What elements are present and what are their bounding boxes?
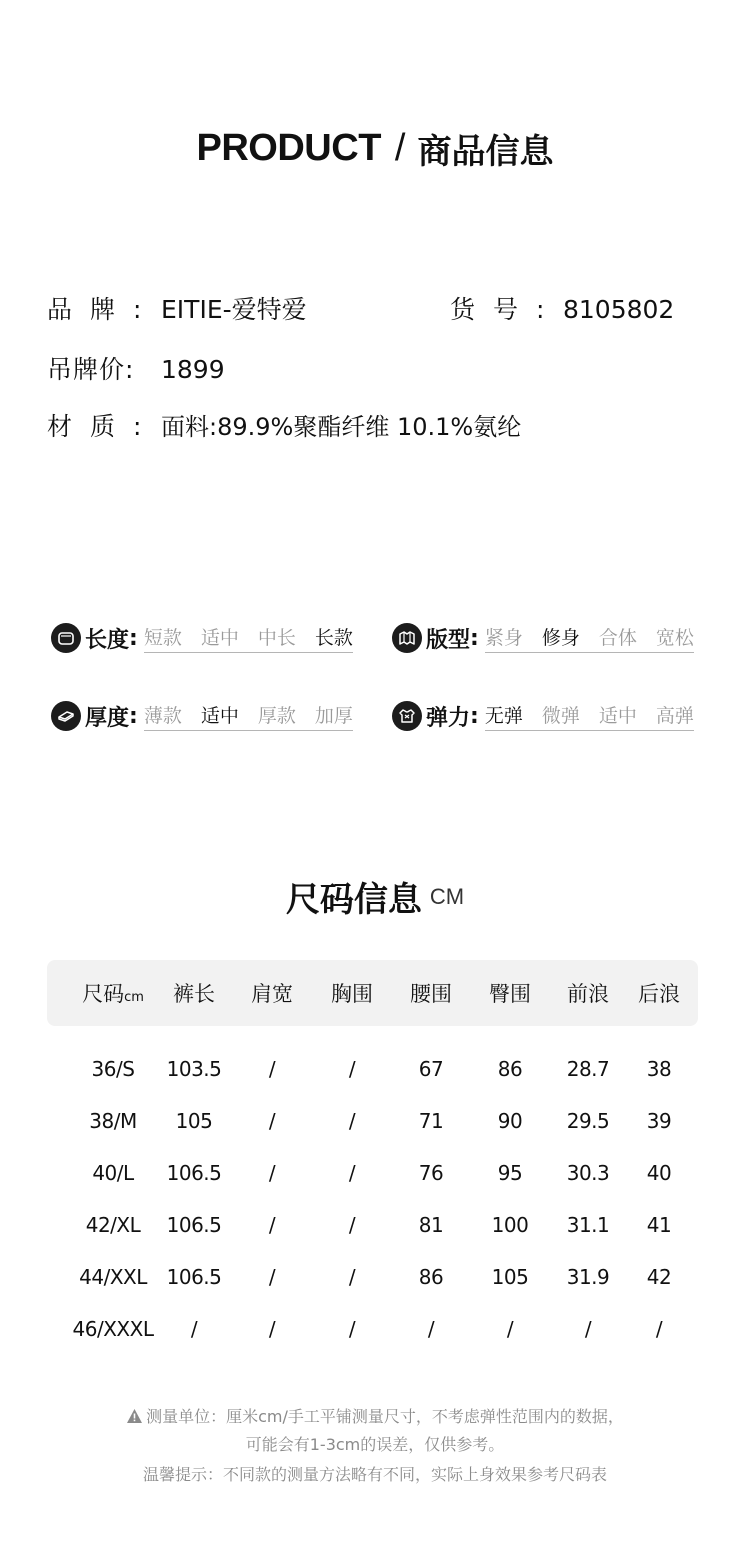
product-heading xyxy=(0,124,750,173)
attribute-fit xyxy=(392,620,694,656)
attribute-option: 短款 xyxy=(143,627,182,649)
attribute-title: 长度 xyxy=(85,627,130,653)
header-cell-label: 前浪 xyxy=(567,982,609,1006)
size-table-cell: / xyxy=(348,1109,356,1133)
length-icon xyxy=(51,623,81,653)
size-table-header-cell xyxy=(82,981,144,1011)
size-table-cell: 38 xyxy=(646,1057,672,1081)
size-table-cell: 86 xyxy=(418,1265,444,1289)
size-table-cell: / xyxy=(348,1057,356,1081)
size-table-cell: 76 xyxy=(418,1161,444,1185)
sku-label: 货号: xyxy=(450,295,563,324)
size-table-cell: / xyxy=(268,1213,276,1237)
attribute-option: 高弹 xyxy=(655,705,694,727)
size-table-cell: 100 xyxy=(491,1213,529,1237)
attribute-options xyxy=(144,623,353,653)
stretch-icon xyxy=(392,701,422,731)
header-cell-label: 腰围 xyxy=(410,982,452,1006)
size-table-cell: / xyxy=(268,1161,276,1185)
attribute-option: 无弹 xyxy=(484,705,523,727)
size-table-cell: 106.5 xyxy=(166,1265,222,1289)
size-table-cell: 105 xyxy=(175,1109,213,1133)
attribute-length xyxy=(51,620,353,656)
attribute-options xyxy=(485,623,694,653)
header-cell-label: 裤长 xyxy=(173,982,215,1006)
attribute-colon: : xyxy=(470,625,479,651)
size-table-cell: 71 xyxy=(418,1109,444,1133)
size-table-cell: / xyxy=(268,1317,276,1341)
attribute-stretch xyxy=(392,698,694,734)
attribute-option: 修身 xyxy=(541,627,580,649)
size-table-size-cell: 42/XL xyxy=(85,1213,141,1237)
size-table-cell: / xyxy=(348,1213,356,1237)
size-table-cell: / xyxy=(506,1317,514,1341)
warning-icon xyxy=(126,1408,143,1428)
size-info-unit: CM xyxy=(429,883,465,909)
attribute-options xyxy=(144,701,353,731)
measurement-note-line2: 可能会有1-3cm的误差，仅供参考。 xyxy=(245,1435,505,1454)
attribute-colon: : xyxy=(129,703,138,729)
brand-value: EITIE-爱特爱 xyxy=(161,295,307,324)
attribute-thickness xyxy=(51,698,353,734)
attribute-title: 厚度 xyxy=(85,705,130,731)
size-table-cell: / xyxy=(427,1317,435,1341)
header-cell-label: 胸围 xyxy=(331,982,373,1006)
price-value: 1899 xyxy=(161,355,225,384)
size-table-cell: 67 xyxy=(418,1057,444,1081)
product-heading-chinese: 商品信息 xyxy=(417,132,554,172)
size-table-header-cell xyxy=(567,981,609,1007)
product-heading-english: PRODUCT xyxy=(196,127,381,169)
attribute-option: 薄款 xyxy=(143,705,182,727)
measurement-note xyxy=(0,1404,750,1428)
attribute-title: 版型 xyxy=(426,627,471,653)
size-table-cell: / xyxy=(268,1057,276,1081)
material-value: 面料:89.9%聚酯纤维 10.1%氨纶 xyxy=(161,413,522,441)
header-cell-label: 肩宽 xyxy=(251,982,293,1006)
size-table-cell: 29.5 xyxy=(566,1109,610,1133)
size-table-cell: / xyxy=(348,1317,356,1341)
attribute-option: 长款 xyxy=(314,627,353,649)
size-table-cell: 31.1 xyxy=(566,1213,610,1237)
attribute-options xyxy=(485,701,694,731)
size-table-cell: 103.5 xyxy=(166,1057,222,1081)
price-label: 吊牌价: xyxy=(47,355,135,384)
attribute-colon: : xyxy=(470,703,479,729)
size-table-cell: 86 xyxy=(497,1057,523,1081)
size-table-cell: 106.5 xyxy=(166,1213,222,1237)
attribute-option: 适中 xyxy=(200,705,239,727)
fit-icon xyxy=(392,623,422,653)
attribute-option: 合体 xyxy=(598,627,637,649)
attribute-colon: : xyxy=(129,625,138,651)
size-table-cell: 105 xyxy=(491,1265,529,1289)
size-table-cell: 31.9 xyxy=(566,1265,610,1289)
size-table-cell: 106.5 xyxy=(166,1161,222,1185)
size-table-cell: / xyxy=(655,1317,663,1341)
reminder-note: 温馨提示：不同款的测量方法略有不同，实际上身效果参考尺码表 xyxy=(142,1465,607,1484)
size-table-cell: / xyxy=(190,1317,198,1341)
attribute-option: 微弹 xyxy=(541,705,580,727)
sku-value: 8105802 xyxy=(563,295,675,324)
header-cell-label: 臀围 xyxy=(489,982,531,1006)
size-table-cell: 30.3 xyxy=(566,1161,610,1185)
size-info-heading xyxy=(0,872,750,921)
size-table-cell: 90 xyxy=(497,1109,523,1133)
brand-label: 品牌: xyxy=(47,295,160,324)
size-table-header-cell xyxy=(173,981,215,1007)
size-table-header-cell xyxy=(638,981,680,1007)
size-table-cell: / xyxy=(268,1265,276,1289)
size-table-cell: / xyxy=(348,1265,356,1289)
header-cell-unit: cm xyxy=(124,990,144,1005)
size-table-cell: 42 xyxy=(646,1265,672,1289)
attribute-option: 中长 xyxy=(257,627,296,649)
size-table-header-cell xyxy=(251,981,293,1007)
size-table-cell: / xyxy=(348,1161,356,1185)
thickness-icon xyxy=(51,701,81,731)
size-table-size-cell: 36/S xyxy=(91,1057,135,1081)
size-table-size-cell: 46/XXXL xyxy=(72,1317,154,1341)
attribute-title: 弹力 xyxy=(426,705,471,731)
product-heading-separator: / xyxy=(394,127,406,169)
size-table-cell: 95 xyxy=(497,1161,523,1185)
size-table-size-cell: 38/M xyxy=(89,1109,137,1133)
size-table-cell: / xyxy=(584,1317,592,1341)
size-table-cell: 28.7 xyxy=(566,1057,610,1081)
material-label: 材质: xyxy=(47,412,160,441)
attribute-option: 加厚 xyxy=(314,705,353,727)
size-table-size-cell: 44/XXL xyxy=(79,1265,147,1289)
size-info-title: 尺码信息 xyxy=(285,880,422,920)
attribute-option: 紧身 xyxy=(484,627,523,649)
size-table-header-cell xyxy=(410,981,452,1007)
header-cell-label: 尺码 xyxy=(82,982,125,1006)
attribute-option: 宽松 xyxy=(655,627,694,649)
size-table-cell: 41 xyxy=(646,1213,672,1237)
size-table-cell: / xyxy=(268,1109,276,1133)
size-table-size-cell: 40/L xyxy=(92,1161,134,1185)
header-cell-label: 后浪 xyxy=(638,982,680,1006)
measurement-note-line1: 测量单位：厘米cm/手工平铺测量尺寸，不考虑弹性范围内的数据， xyxy=(146,1407,624,1426)
size-table-header-cell xyxy=(331,981,373,1007)
attribute-option: 适中 xyxy=(200,627,239,649)
size-table-cell: 81 xyxy=(418,1213,444,1237)
size-table-cell: 40 xyxy=(646,1161,672,1185)
size-table-header-cell xyxy=(489,981,531,1007)
attribute-option: 适中 xyxy=(598,705,637,727)
size-table-cell: 39 xyxy=(646,1109,672,1133)
attribute-option: 厚款 xyxy=(257,705,296,727)
